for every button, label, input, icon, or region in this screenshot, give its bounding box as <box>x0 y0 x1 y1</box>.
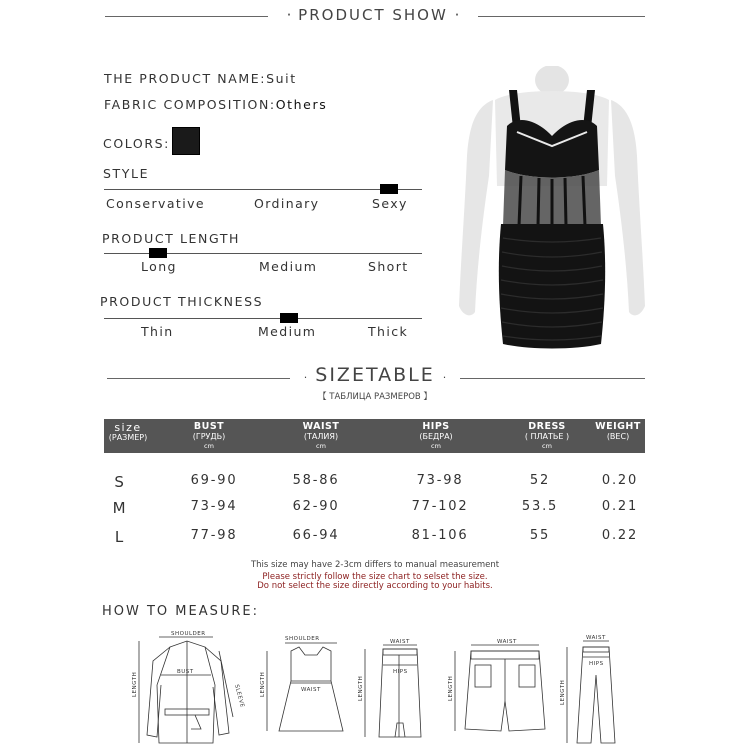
style-option-conservative: Conservative <box>106 196 205 211</box>
label-waist-shorts: WAIST <box>497 639 517 645</box>
row-m-hips: 77-102 <box>411 499 469 514</box>
row-s-bust: 69-90 <box>190 473 238 488</box>
style-scale-line <box>104 189 422 190</box>
row-m-size: M <box>112 499 128 517</box>
header-bust-en: BUST <box>193 421 225 432</box>
sizetable-subtitle: 【 ТАБЛИЦА РАЗМЕРОВ 】 <box>318 392 432 402</box>
size-warning-1: Please strictly follow the size chart to selset the size. <box>262 572 488 582</box>
header-waist <box>276 419 366 453</box>
fabric-row <box>104 97 327 112</box>
product-show-title: · PRODUCT SHOW · <box>286 6 460 24</box>
style-marker <box>380 184 398 194</box>
header-weight-ru: (ВЕС) <box>606 432 630 441</box>
header-hips-en: HIPS <box>422 421 450 432</box>
label-waist-skirt: WAIST <box>390 639 410 645</box>
header-weight-en: WEIGHT <box>595 421 641 432</box>
size-table-header <box>104 419 645 453</box>
label-length-trousers: LENGTH <box>560 679 566 705</box>
row-m-dress: 53.5 <box>521 499 559 514</box>
product-name-row <box>104 71 297 86</box>
row-s-dress: 52 <box>529 473 551 488</box>
length-option-short: Short <box>368 259 409 274</box>
header-bust-unit: cm <box>204 442 214 450</box>
header-waist-unit: cm <box>316 442 326 450</box>
shorts-diagram <box>455 645 545 731</box>
mannequin-left-arm <box>459 100 493 315</box>
length-label: PRODUCT LENGTH <box>102 231 241 246</box>
sizetable-line-right <box>460 378 645 379</box>
row-s-weight: 0.20 <box>601 473 639 488</box>
length-marker <box>149 248 167 258</box>
header-dress <box>502 419 592 453</box>
header-dress-en: DRESS <box>528 421 566 432</box>
jacket-diagram <box>139 637 233 743</box>
label-shoulder-dress: SHOULDER <box>285 636 320 642</box>
label-waist-dress: WAIST <box>301 687 321 693</box>
dress-skirt <box>499 224 605 349</box>
thickness-marker <box>280 313 298 323</box>
row-l-bust: 77-98 <box>190 528 238 543</box>
header-waist-en: WAIST <box>302 421 340 432</box>
product-name-label: THE PRODUCT NAME: <box>104 71 267 86</box>
product-name-value: Suit <box>266 71 297 86</box>
label-shoulder-jacket: SHOULDER <box>171 631 206 637</box>
header-size <box>104 419 152 453</box>
header-waist-ru: (ТАЛИЯ) <box>303 432 339 441</box>
fabric-value: Others <box>275 97 328 112</box>
row-m-waist: 62-90 <box>292 499 340 514</box>
header-line-right <box>478 16 645 17</box>
label-length-jacket: LENGTH <box>132 671 138 697</box>
product-photo-dress <box>455 66 650 356</box>
header-hips <box>391 419 481 453</box>
row-l-size: L <box>114 528 126 546</box>
row-m-bust: 73-94 <box>190 499 238 514</box>
label-length-dress: LENGTH <box>260 671 266 697</box>
row-m-weight: 0.21 <box>601 499 639 514</box>
thickness-label: PRODUCT THICKNESS <box>100 294 264 309</box>
label-length-shorts: LENGTH <box>448 675 454 701</box>
sizetable-title: · SIZETABLE · <box>303 364 447 386</box>
row-s-waist: 58-86 <box>292 473 340 488</box>
header-hips-ru: (БЕДРА) <box>419 432 453 441</box>
label-hips-trousers: HIPS <box>589 661 604 667</box>
fabric-label: FABRIC COMPOSITION: <box>104 97 276 112</box>
style-option-ordinary: Ordinary <box>254 196 320 211</box>
row-s-hips: 73-98 <box>416 473 464 488</box>
header-bust <box>164 419 254 453</box>
size-note: This size may have 2-3cm differs to manual measurement <box>250 560 500 570</box>
thickness-option-medium: Medium <box>258 324 317 339</box>
header-line-left <box>105 16 268 17</box>
size-warning-2: Do not select the size directly according to your habits. <box>257 581 493 591</box>
length-option-long: Long <box>141 259 177 274</box>
sizetable-line-left <box>107 378 290 379</box>
label-waist-trousers: WAIST <box>586 635 606 641</box>
colors-label: COLORS: <box>103 136 170 151</box>
header-dress-unit: cm <box>542 442 552 450</box>
header-size-en: size <box>114 421 142 434</box>
label-hips-skirt: HIPS <box>393 669 408 675</box>
row-s-size: S <box>114 473 126 491</box>
mannequin-right-arm <box>611 100 645 315</box>
header-hips-unit: cm <box>431 442 441 450</box>
header-bust-ru: (ГРУДЬ) <box>192 432 226 441</box>
row-l-waist: 66-94 <box>292 528 340 543</box>
skirt-diagram <box>365 645 421 737</box>
label-sleeve-jacket: SLEEVE <box>233 683 246 709</box>
header-size-ru: (РАЗМЕР) <box>108 433 148 442</box>
thickness-option-thin: Thin <box>141 324 174 339</box>
row-l-weight: 0.22 <box>601 528 639 543</box>
style-option-sexy: Sexy <box>372 196 408 211</box>
thickness-scale-line <box>104 318 422 319</box>
length-option-medium: Medium <box>259 259 318 274</box>
row-l-hips: 81-106 <box>411 528 469 543</box>
header-weight <box>591 419 645 453</box>
row-l-dress: 55 <box>529 528 551 543</box>
header-dress-ru: ( ПЛАТЬЕ ) <box>524 432 570 441</box>
mannequin-neck <box>535 66 569 95</box>
trousers-diagram <box>567 641 615 743</box>
thickness-option-thick: Thick <box>368 324 409 339</box>
label-bust-jacket: BUST <box>177 669 194 675</box>
style-label: STYLE <box>103 166 150 181</box>
sizetable-title-text: SIZETABLE <box>315 364 435 386</box>
color-swatch-black[interactable] <box>172 127 200 155</box>
label-length-skirt: LENGTH <box>358 675 364 701</box>
how-to-measure-title: HOW TO MEASURE: <box>102 604 260 619</box>
measure-diagrams <box>125 625 645 750</box>
product-show-title-text: PRODUCT SHOW <box>298 6 448 24</box>
